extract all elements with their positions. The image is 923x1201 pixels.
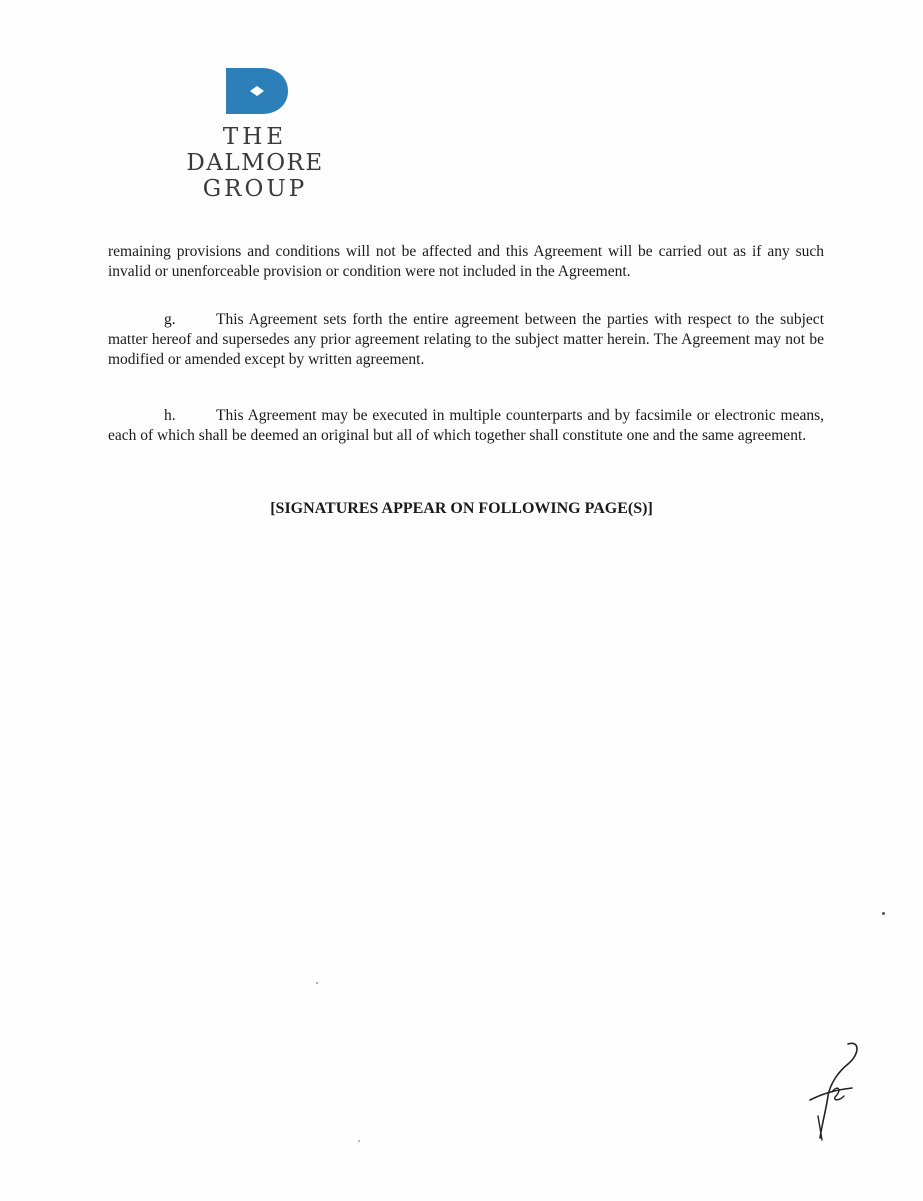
- logo-text-dalmore: DALMORE: [186, 150, 324, 176]
- paragraph-text: This Agreement sets forth the entire agreement between the parties with respect to the subject matter hereof and supersedes any prior agreement relating to the subject matter herein. The Agreement may not be modified or amended except by written agreement.: [108, 311, 824, 368]
- paragraph-text: remaining provisions and conditions will not be affected and this Agreement will be carried out as if any such invalid or unenforceable provision or condition were not included in the Agreement.: [108, 243, 824, 280]
- paragraph-marker: h.: [164, 407, 176, 424]
- logo-text-the: THE: [222, 124, 288, 150]
- paragraph-text: This Agreement may be executed in multiple counterparts and by facsimile or electronic means, each of which shall be deemed an original but all of which together shall constitute one and the same agreement.: [108, 407, 824, 444]
- scan-speck: [316, 982, 318, 984]
- signatures-notice: [SIGNATURES APPEAR ON FOLLOWING PAGE(S)]: [270, 500, 653, 517]
- paragraph-g: [108, 310, 824, 370]
- logo-mark-icon: [226, 68, 288, 114]
- paragraph-continuation: [108, 242, 824, 282]
- paragraph-h: [108, 406, 824, 446]
- handwritten-initial-signature: [808, 1040, 868, 1142]
- logo-text-group: GROUP: [202, 176, 308, 202]
- scan-speck: [882, 912, 885, 915]
- company-logo: [160, 68, 350, 202]
- scan-speck: [358, 1140, 360, 1142]
- paragraph-marker: g.: [164, 311, 176, 328]
